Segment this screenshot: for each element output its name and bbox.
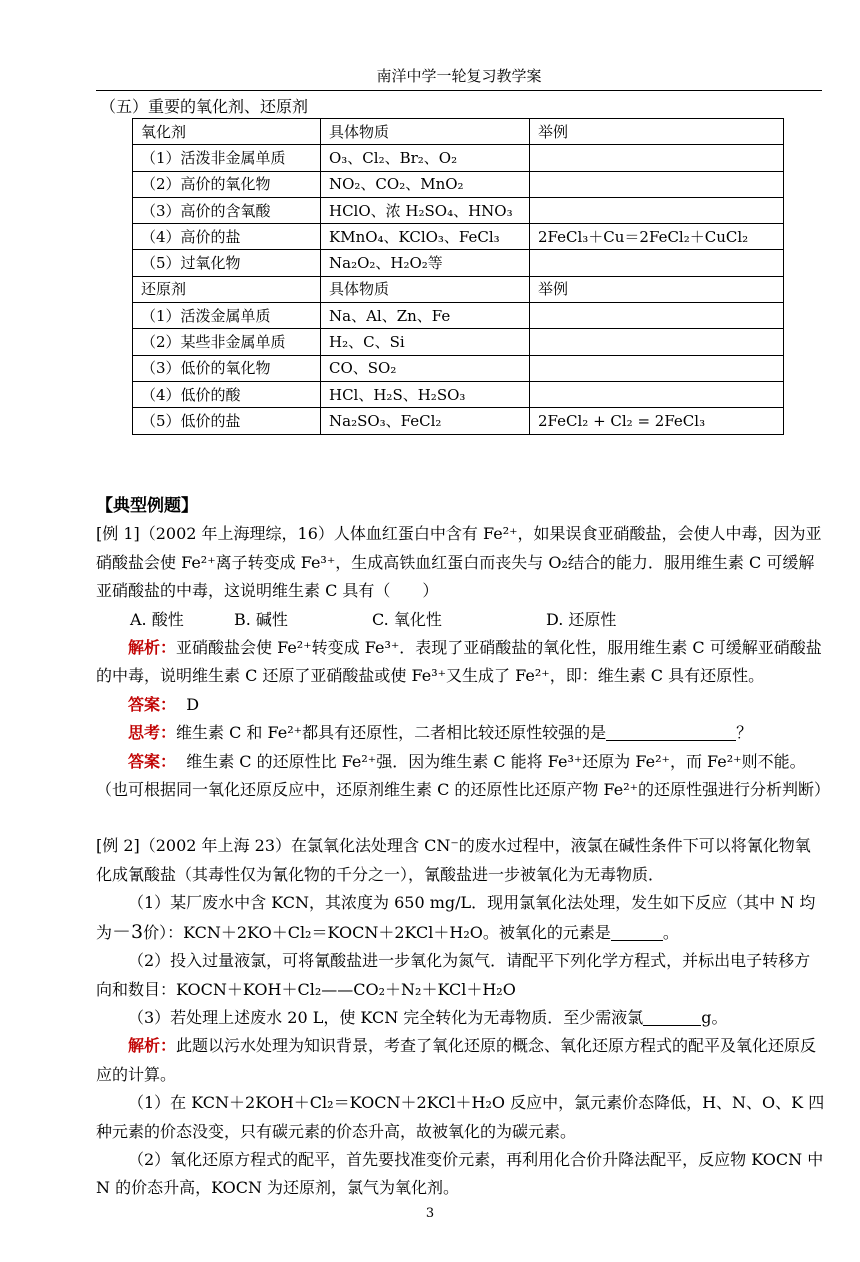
table-row: [133, 355, 784, 381]
table-cell: （4）高价的盐: [133, 224, 321, 250]
table-row: [133, 303, 784, 329]
ex1-think-end: ？: [736, 723, 753, 743]
table-cell: H₂、C、Si: [321, 329, 530, 355]
ex1-answer-label: 答案：: [128, 694, 177, 714]
ex1-answer2: [96, 748, 831, 805]
ex2-q1-blank: [611, 922, 663, 941]
table-row: [133, 119, 784, 145]
table-cell: CO、SO₂: [321, 355, 530, 381]
ex2-q2: （2）投入过量液氯，可将氰酸盐进一步氧化为氮气．请配平下列化学方程式，并标出电子转移方向和数目：KOCN＋KOH＋Cl₂——CO₂＋N₂＋KCl＋H₂O: [96, 951, 811, 999]
table-cell: NO₂、CO₂、MnO₂: [321, 171, 530, 197]
table-cell: [530, 355, 784, 381]
table-cell: （5）过氧化物: [133, 250, 321, 276]
typical-heading: 【典型例题】: [96, 496, 198, 516]
table-cell: [530, 329, 784, 355]
table-cell: 具体物质: [321, 276, 530, 302]
table-row: [133, 171, 784, 197]
ex2-q1-value: －3: [112, 920, 144, 943]
table-cell: （3）低价的氧化物: [133, 355, 321, 381]
table-cell: （2）高价的氧化物: [133, 171, 321, 197]
ex1-question: [例 1]（2002 年上海理综，16）人体血红蛋白中含有 Fe²⁺，如果误食亚硝酸盐，会使人中毒，因为亚硝酸盐会使 Fe²⁺离子转变成 Fe³⁺，生成高铁血红蛋白而丧失与 O₂结合的能力．服用维生素 C 可缓解亚硝酸盐的中毒，这说明维生素 C 具有（ ）: [96, 524, 822, 601]
table-cell: [530, 145, 784, 171]
table-cell: [530, 171, 784, 197]
table-cell: HClO、浓 H₂SO₄、HNO₃: [321, 197, 530, 223]
ex1-answer2-label: 答案：: [128, 751, 177, 771]
ex1-answer2-text: 维生素 C 的还原性比 Fe²⁺强．因为维生素 C 能将 Fe³⁺还原为 Fe²⁺，而 Fe²⁺则不能。（也可根据同一氧化还原反应中，还原剂维生素 C 的还原性比还原产物 Fe²⁺的还原性强进行分析判断）: [96, 751, 831, 800]
ex2-q3: [96, 1004, 826, 1032]
table-cell: 举例: [530, 119, 784, 145]
ex1-think-blank: [606, 722, 736, 741]
ex2-part2: （2）氧化还原方程式的配平，首先要找准变价元素，再利用化合价升降法配平，反应物 KOCN 中 N 的价态升高，KOCN 为还原剂，氯气为氧化剂。: [96, 1149, 824, 1198]
table-cell: 氧化剂: [133, 119, 321, 145]
table-cell: （5）低价的盐: [133, 408, 321, 434]
section-title: （五）重要的氧化剂、还原剂: [100, 97, 309, 116]
table-cell: [530, 303, 784, 329]
ex1-answer: [96, 691, 826, 719]
ex2-question: [例 2]（2002 年上海 23）在氯氧化法处理含 CN⁻的废水过程中，液氯在碱性条件下可以将氰化物氧化成氰酸盐（其毒性仅为氰化物的千分之一），氰酸盐进一步被氧化为无毒物质．: [96, 836, 811, 884]
table-row: [133, 381, 784, 407]
ex1-analysis-label: 解析：: [128, 638, 177, 658]
table-cell: （1）活泼非金属单质: [133, 145, 321, 171]
ex1-option-a: A. 酸性: [130, 609, 184, 629]
table-row: [133, 329, 784, 355]
table-cell: [530, 250, 784, 276]
ex2-part1: （1）在 KCN＋2KOH＋Cl₂＝KOCN＋2KCl＋H₂O 反应中，氯元素价态降低，H、N、O、K 四种元素的价态没变，只有碳元素的价态升高，故被氧化的为碳元素。: [96, 1093, 825, 1141]
table-cell: Na₂SO₃、FeCl₂: [321, 408, 530, 434]
ex2-analysis-text: 此题以污水处理为知识背景，考查了氧化还原的概念、氧化还原方程式的配平及氧化还原反应的计算。: [96, 1036, 817, 1084]
ex1-think-label: 思考：: [128, 723, 177, 743]
table-row: [133, 276, 784, 302]
ex1-analysis-text: 亚硝酸盐会使 Fe²⁺转变成 Fe³⁺．表现了亚硝酸盐的氧化性，服用维生素 C 可缓解亚硝酸盐的中毒，说明维生素 C 还原了亚硝酸盐或使 Fe³⁺又生成了 Fe²⁺，即：维生素 C 具有还原性。: [96, 638, 822, 686]
table-cell: （4）低价的酸: [133, 381, 321, 407]
table-cell: （3）高价的含氧酸: [133, 197, 321, 223]
spacer: [96, 804, 826, 832]
oxidizer-reducer-table: [132, 118, 784, 435]
table-cell: KMnO₄、KClO₃、FeCl₃: [321, 224, 530, 250]
table-cell: [530, 197, 784, 223]
page-header: 南洋中学一轮复习教学案: [376, 67, 542, 85]
ex1-analysis: [96, 634, 826, 691]
ex1-option-c: C. 氧化性: [372, 609, 442, 629]
ex2-q1-text-b: 价）：KCN＋2KO＋Cl₂＝KOCN＋2KCl＋H₂O。被氧化的元素是: [143, 922, 611, 942]
table-cell: O₃、Cl₂、Br₂、O₂: [321, 145, 530, 171]
table-cell: HCl、H₂S、H₂SO₃: [321, 381, 530, 407]
table-row: [133, 224, 784, 250]
page-number: 3: [425, 1206, 435, 1221]
table-row: [133, 197, 784, 223]
ex1-option-b: B. 碱性: [234, 609, 288, 629]
ex2-analysis-label: 解析：: [128, 1036, 177, 1056]
ex2-q3-text: （3）若处理上述废水 20 L，使 KCN 完全转化为无毒物质．至少需液氯: [128, 1007, 644, 1027]
ex2-q3-blank: [643, 1007, 701, 1026]
ex1-think-text: 维生素 C 和 Fe²⁺都具有还原性，二者相比较还原性较强的是: [176, 723, 607, 743]
ex2-q1-text-a: （1）某厂废水中含 KCN，其浓度为 650 mg/L．现用氯氧化法处理，发生如下反应（其中 N 均为: [96, 893, 816, 942]
ex1-think: [96, 719, 826, 747]
examples-body: [96, 492, 831, 1203]
table-cell: [530, 381, 784, 407]
table-row: [133, 408, 784, 434]
table-row: [133, 145, 784, 171]
table-cell: 具体物质: [321, 119, 530, 145]
table-row: [133, 250, 784, 276]
table-cell: Na₂O₂、H₂O₂等: [321, 250, 530, 276]
table-cell: 2FeCl₂ + Cl₂ = 2FeCl₃: [530, 408, 784, 434]
table-cell: 还原剂: [133, 276, 321, 302]
table-cell: （1）活泼金属单质: [133, 303, 321, 329]
table-cell: 举例: [530, 276, 784, 302]
ex2-q1: [96, 889, 826, 947]
table-cell: （2）某些非金属单质: [133, 329, 321, 355]
ex2-analysis: [96, 1032, 826, 1089]
ex1-answer-text: D: [186, 694, 200, 714]
table-cell: Na、Al、Zn、Fe: [321, 303, 530, 329]
ex2-q1-end: 。: [662, 922, 679, 942]
header-rule: [96, 90, 822, 91]
ex2-q3-end: g。: [701, 1007, 728, 1027]
table-cell: 2FeCl₃＋Cu＝2FeCl₂＋CuCl₂: [530, 224, 784, 250]
ex1-options: [96, 606, 826, 634]
ex1-option-d: D. 还原性: [546, 609, 617, 629]
